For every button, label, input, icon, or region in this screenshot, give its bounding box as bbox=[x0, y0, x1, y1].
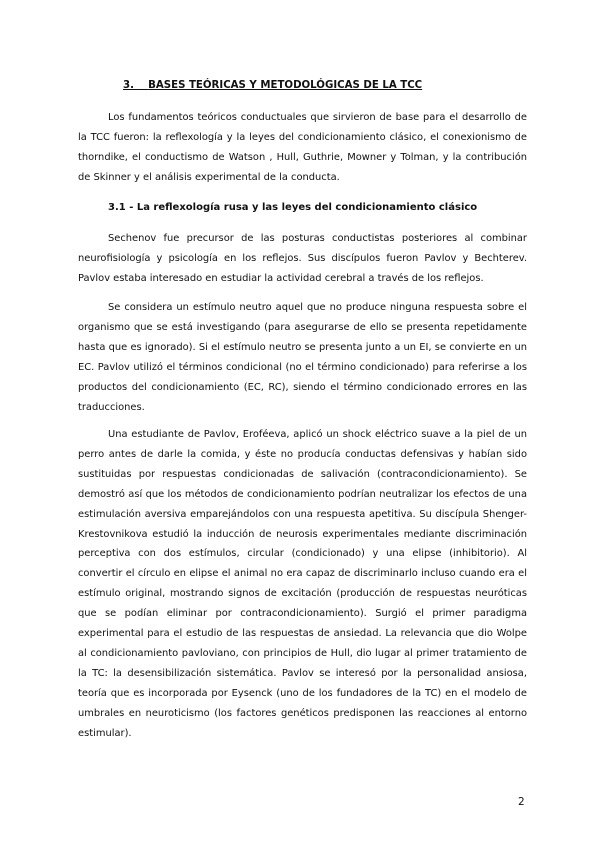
subsection-heading: 3.1 - La reflexología rusa y las leyes del condicionamiento clásico bbox=[108, 202, 478, 213]
section-number: 3. bbox=[123, 80, 134, 91]
section-title: BASES TEÓRICAS Y METODOLÓGICAS DE LA TCC bbox=[148, 80, 423, 91]
paragraph-4: Una estudiante de Pavlov, Eroféeva, aplicó un shock eléctrico suave a la piel de un perro antes de darle la comida, y éste no producía conductas defensivas y habían sido sustituidas por respuestas condicionadas de salivación (contracondicionamiento). Se demostró así que los métodos de condicionamiento podrían neutralizar los efectos de una estimulación aversiva emparejándolos con una respuesta apetitiva. Su discípula Shenger-Krestovnikova estudió la inducción de neurosis experimentales mediante discriminación perceptiva con dos estímulos, circular (condicionado) y una elipse (inhibitorio). Al convertir el círculo en elipse el animal no era capaz de discriminarlo incluso cuando era el estímulo original, mostrando signos de excitación (producción de respuestas neuróticas que se podían eliminar por contracondicionamiento). Surgió el primer paradigma experimental para el estudio de las respuestas de ansiedad. La relevancia que dio Wolpe al condicionamiento pavloviano, con principios de Hull, dio lugar al primer tratamiento de la TC: la desensibilización sistemática. Pavlov se interesó por la personalidad ansiosa, teoría que es incorporada por Eysenck (uno de los fundadores de la TC) en el modelo de umbrales en neuroticismo (los factores genéticos predisponen las reacciones al entorno estimular). bbox=[78, 429, 527, 739]
page-number: 2 bbox=[518, 796, 525, 808]
section-heading bbox=[123, 80, 422, 91]
paragraph-2: Sechenov fue precursor de las posturas conductistas posteriores al combinar neurofisiología y psicología en los reflejos. Sus discípulos fueron Pavlov y Bechterev. Pavlov estaba interesado en estudiar la actividad cerebral a través de los reflejos. bbox=[78, 233, 527, 284]
paragraph-1: Los fundamentos teóricos conductuales que sirvieron de base para el desarrollo de la TCC fueron: la reflexología y la leyes del condicionamiento clásico, el conexionismo de thorndike, el conductismo de Watson , Hull, Guthrie, Mowner y Tolman, y la contribución de Skinner y el análisis experimental de la conducta. bbox=[78, 112, 527, 183]
paragraph-3: Se considera un estímulo neutro aquel que no produce ninguna respuesta sobre el organismo que se está investigando (para asegurarse de ello se presenta repetidamente hasta que es ignorado). Si el estímulo neutro se presenta junto a un EI, se convierte en un EC. Pavlov utilizó el términos condicional (no el término condicionado) para referirse a los productos del condicionamiento (EC, RC), siendo el término condicionado errores en las traducciones. bbox=[78, 302, 527, 413]
